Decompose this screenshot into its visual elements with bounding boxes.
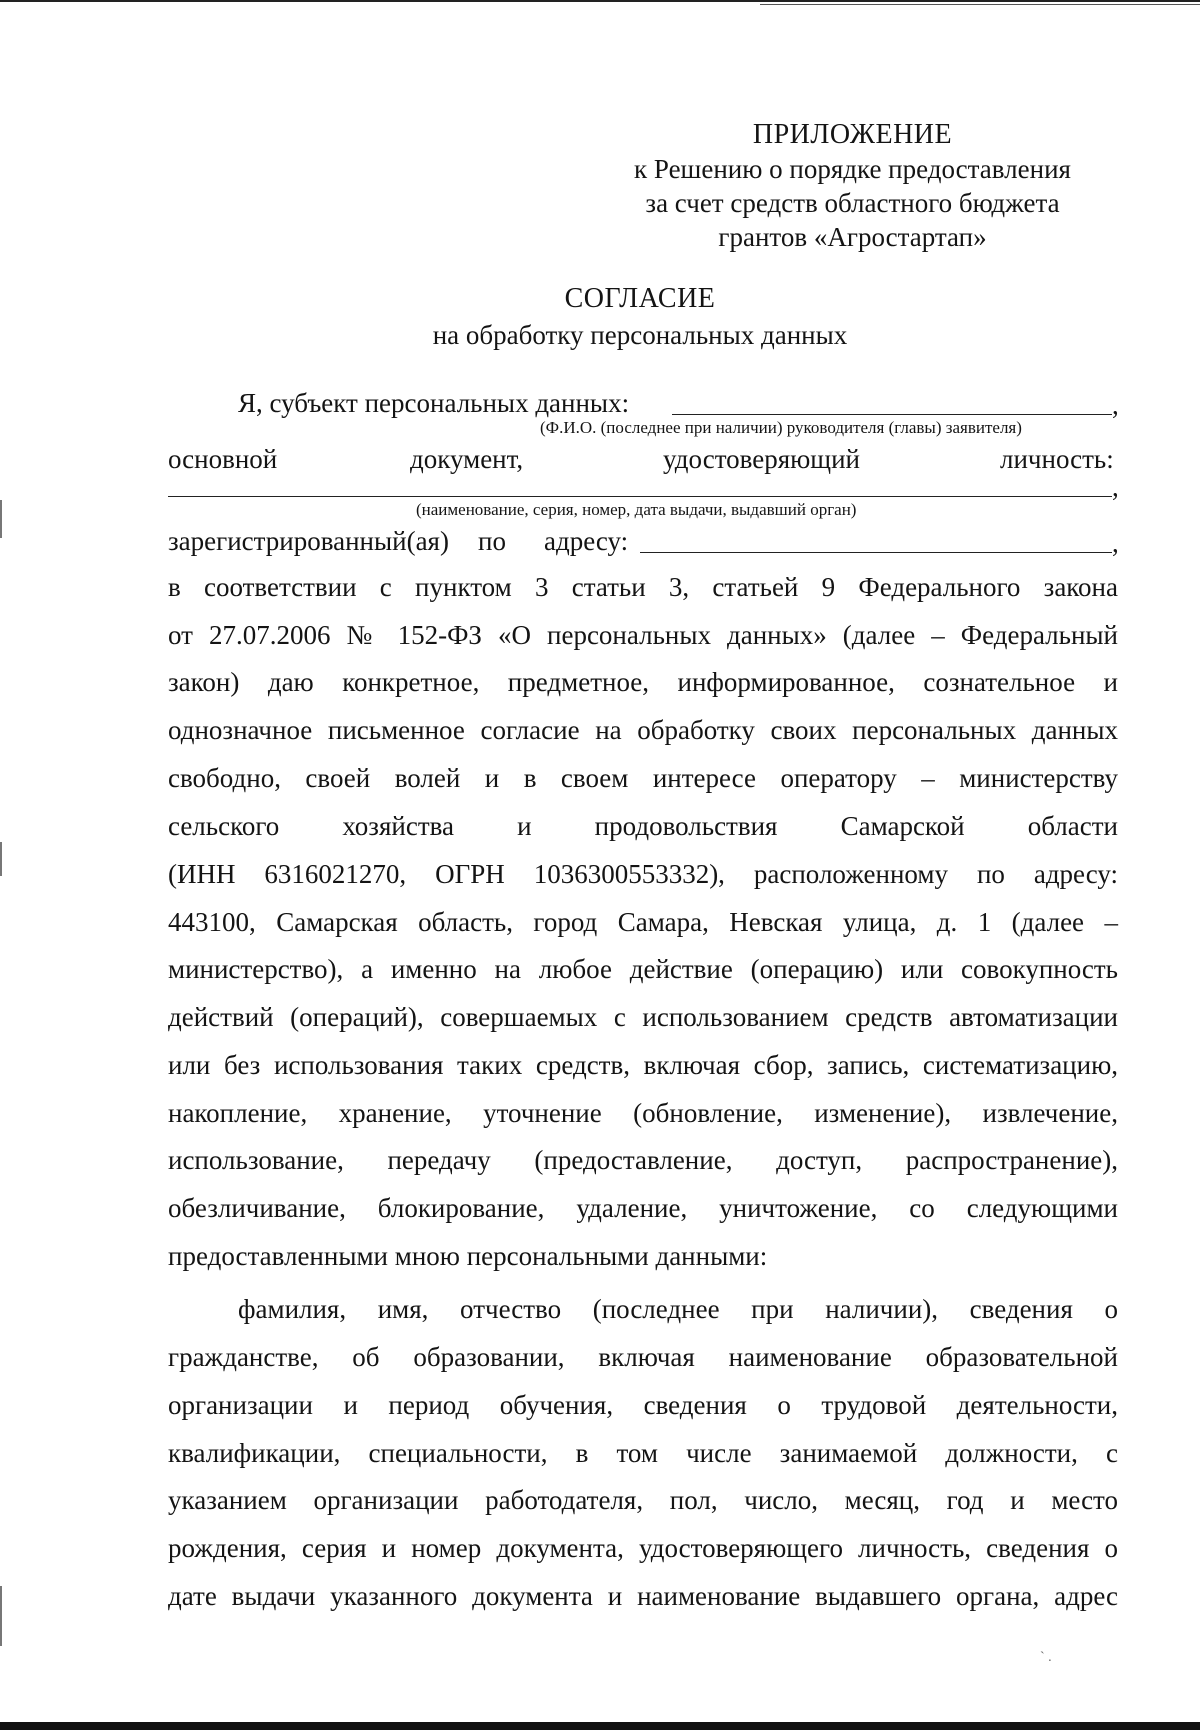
address-field[interactable] (640, 552, 1112, 553)
body-line: рождения, серия и номер документа, удостоверяющего личность, сведения о (168, 1533, 1118, 1563)
scan-edge-top-secondary (760, 4, 1200, 5)
body-line: фамилия, имя, отчество (последнее при наличии), сведения о (238, 1294, 1118, 1324)
subject-label: Я, субъект персональных данных: (238, 388, 630, 418)
comma: , (1112, 472, 1119, 502)
address-word: адресу: (544, 526, 629, 556)
body-line: в соответствии с пунктом 3 статьи 3, статьей 9 Федерального закона (168, 572, 1118, 602)
body-line: использование, передачу (предоставление, доступ, распространение), (168, 1145, 1118, 1175)
scan-margin-mark (0, 842, 2, 876)
doc-word: документ, (410, 444, 524, 474)
body-line: гражданстве, об образовании, включая наименование образовательной (168, 1342, 1118, 1372)
body-line: свободно, своей волей и в своем интересе оператору – министерству (168, 763, 1118, 793)
doc-word: основной (168, 444, 278, 474)
scan-edge-bottom (0, 1722, 1200, 1730)
scan-margin-mark (0, 1586, 2, 1646)
body-line: однозначное письменное согласие на обработку своих персональных данных (168, 715, 1118, 745)
body-line: 443100, Самарская область, город Самара, Невская улица, д. 1 (далее – (168, 907, 1118, 937)
body-line: накопление, хранение, уточнение (обновление, изменение), извлечение, (168, 1098, 1118, 1128)
address-word: по (478, 526, 506, 556)
body-line: сельского хозяйства и продовольствия Самарской области (168, 811, 1118, 841)
doc-word: личность: (1000, 444, 1114, 474)
address-word: зарегистрированный(ая) (168, 526, 449, 556)
doc-word: удостоверяющий (663, 444, 860, 474)
body-line: министерство), а именно на любое действие (операцию) или совокупность (168, 954, 1118, 984)
document-title: СОГЛАСИЕ (564, 283, 716, 314)
body-line: (ИНН 6316021270, ОГРН 1036300553332), расположенному по адресу: (168, 859, 1118, 889)
comma: , (1112, 528, 1119, 558)
body-line: дате выдачи указанного документа и наименование выдавшего органа, адрес (168, 1581, 1118, 1611)
attachment-line: к Решению о порядке предоставления (634, 154, 1071, 184)
scan-mark: ` . (1040, 1650, 1052, 1665)
identity-document-caption: (наименование, серия, номер, дата выдачи, выдавший орган) (416, 500, 857, 519)
subject-caption: (Ф.И.О. (последнее при наличии) руководителя (главы) заявителя) (540, 418, 1022, 437)
attachment-line: за счет средств областного бюджета (645, 188, 1060, 218)
body-line: действий (операций), совершаемых с использованием средств автоматизации (168, 1002, 1118, 1032)
body-line: или без использования таких средств, включая сбор, запись, систематизацию, (168, 1050, 1118, 1080)
document-subtitle: на обработку персональных данных (432, 320, 848, 350)
attachment-title: ПРИЛОЖЕНИЕ (752, 119, 953, 150)
body-line: квалификации, специальности, в том числе занимаемой должности, с (168, 1438, 1118, 1468)
body-line: от 27.07.2006 № 152-ФЗ «О персональных данных» (далее – Федеральный (168, 620, 1118, 650)
scan-margin-mark (0, 500, 2, 538)
attachment-header (600, 118, 1105, 254)
body-line: организации и период обучения, сведения о трудовой деятельности, (168, 1390, 1118, 1420)
body-line: закон) даю конкретное, предметное, информированное, сознательное и (168, 667, 1118, 697)
scan-edge-top (0, 0, 1200, 2)
subject-name-field[interactable] (672, 414, 1112, 415)
body-line: предоставленными мною персональными данными: (168, 1241, 768, 1271)
body-line: обезличивание, блокирование, удаление, уничтожение, со следующими (168, 1193, 1118, 1223)
attachment-line: грантов «Агростартап» (718, 222, 987, 252)
identity-document-field[interactable] (168, 496, 1112, 497)
comma: , (1112, 390, 1119, 420)
body-line: указанием организации работодателя, пол, число, месяц, год и место (168, 1485, 1118, 1515)
